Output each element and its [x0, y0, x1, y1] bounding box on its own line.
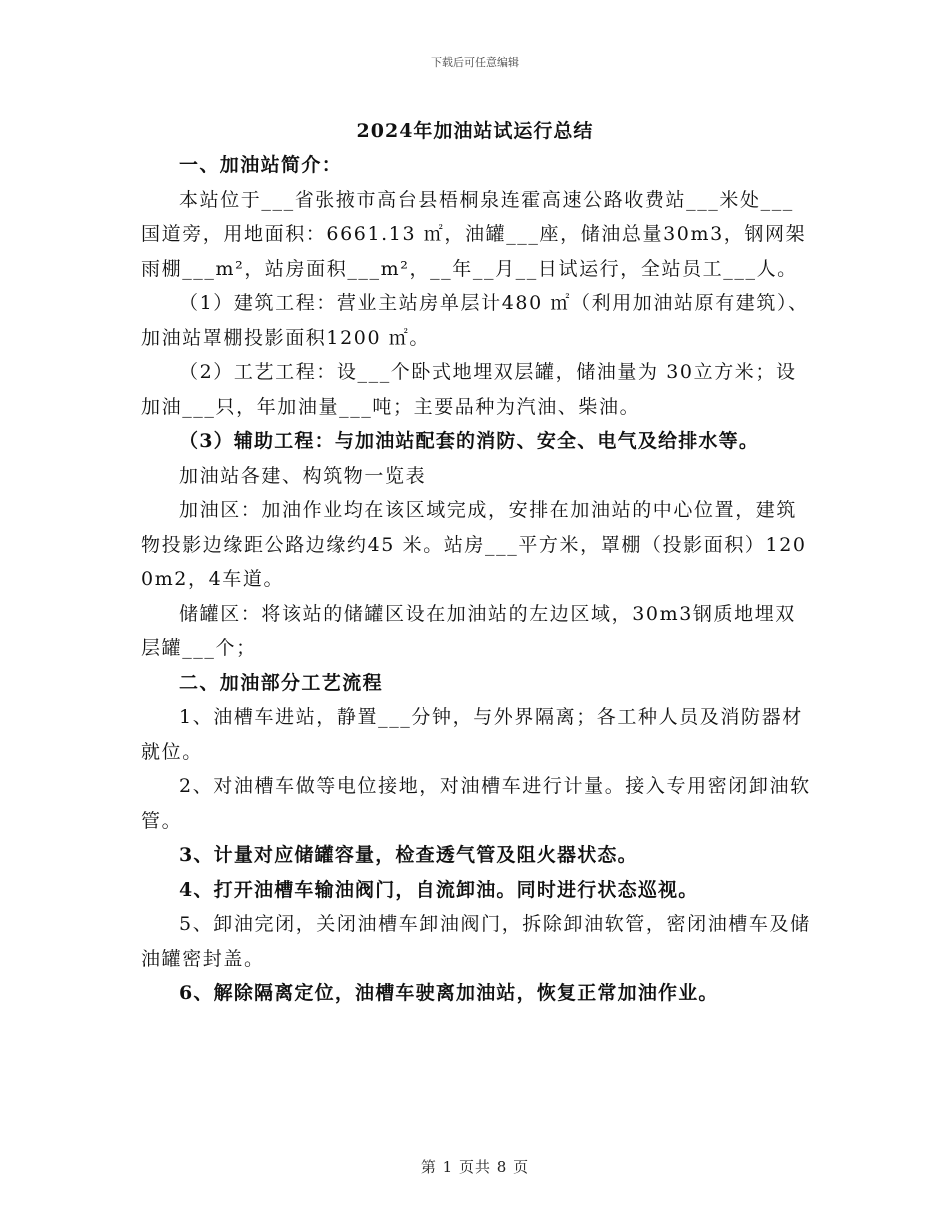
step-2: 2、对油槽车做等电位接地，对油槽车进行计量。接入专用密闭卸油软管。	[141, 775, 811, 832]
page-footer: 第 1 页共 8 页	[420, 1158, 530, 1176]
step-1: 1、油槽车进站，静置___分钟，与外界隔离；各工种人员及消防器材就位。	[141, 706, 803, 763]
step-3: 3、计量对应储罐容量，检查透气管及阻火器状态。	[179, 844, 638, 866]
paragraph-tank-area: 储罐区：将该站的储罐区设在加油站的左边区域，30m3钢质地埋双层罐___个；	[141, 602, 796, 659]
step-4: 4、打开油槽车输油阀门，自流卸油。同时进行状态巡视。	[179, 878, 699, 901]
section-heading-process: 二、加油部分工艺流程	[179, 671, 384, 694]
document-body	[141, 148, 813, 1011]
step-5: 5、卸油完闭，关闭油槽车卸油阀门，拆除卸油软管，密闭油槽车及储油罐密封盖。	[141, 913, 811, 970]
paragraph-construction: （1）建筑工程：营业主站房单层计480 ㎡（利用加油站原有建筑）、加油站罩棚投影面积1200 ㎡。	[141, 292, 809, 349]
document-title: 2024年加油站试运行总结	[356, 120, 594, 142]
header-note: 下载后可任意编辑	[431, 56, 519, 69]
paragraph-fueling-area: 加油区：加油作业均在该区域完成，安排在加油站的中心位置，建筑物投影边缘距公路边缘约45 米。站房___平方米，罩棚（投影面积）1200m2，4车道。	[141, 499, 807, 590]
paragraph-auxiliary: （3）辅助工程：与加油站配套的消防、安全、电气及给排水等。	[179, 430, 760, 452]
section-heading-intro: 一、加油站简介：	[179, 154, 343, 176]
step-6: 6、解除隔离定位，油槽车驶离加油站，恢复正常加油作业。	[179, 982, 719, 1004]
paragraph-process: （2）工艺工程：设___个卧式地埋双层罐，储油量为 30立方米；设加油___只，年加油量___吨；主要品种为汽油、柴油。	[141, 361, 797, 418]
paragraph-location: 本站位于___省张掖市高台县梧桐泉连霍高速公路收费站___米处___国道旁，用地面积：6661.13 ㎡，油罐___座，储油总量30m3，钢网架雨棚___m²，站房面积___m²，__年__月__日试运行，全站员工___人。	[141, 188, 807, 280]
paragraph-building-list: 加油站各建、构筑物一览表	[179, 464, 427, 487]
